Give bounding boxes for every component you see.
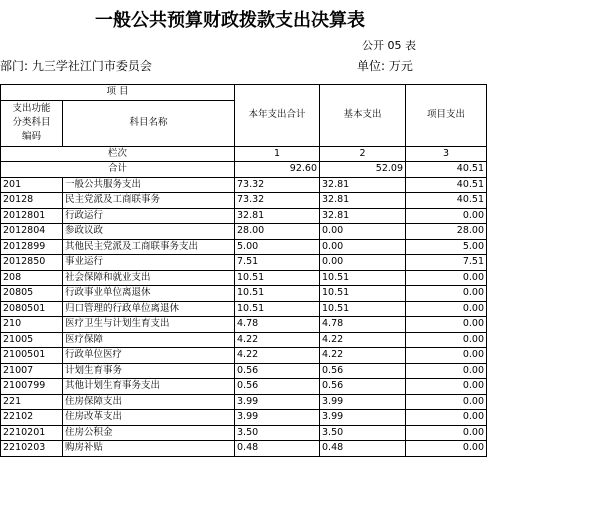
sequence-2: 2 [320, 146, 406, 162]
row-code: 22102 [1, 410, 63, 426]
total-row [1, 162, 487, 178]
row-code: 221 [1, 394, 63, 410]
row-basic: 3.99 [320, 410, 406, 426]
row-total: 10.51 [235, 301, 320, 317]
row-name: 社会保障和就业支出 [63, 270, 235, 286]
header-name: 科目名称 [63, 100, 235, 146]
table-row [1, 348, 487, 364]
row-total: 4.22 [235, 348, 320, 364]
row-total: 73.32 [235, 193, 320, 209]
row-project: 0.00 [406, 317, 487, 333]
row-code: 2210203 [1, 441, 63, 457]
row-name: 购房补贴 [63, 441, 235, 457]
row-name: 医疗卫生与计划生育支出 [63, 317, 235, 333]
row-name: 住房改革支出 [63, 410, 235, 426]
row-total: 7.51 [235, 255, 320, 271]
row-code: 2012804 [1, 224, 63, 240]
row-basic: 10.51 [320, 270, 406, 286]
table-row [1, 224, 487, 240]
total-project: 40.51 [406, 162, 487, 178]
row-basic: 0.56 [320, 363, 406, 379]
row-project: 40.51 [406, 193, 487, 209]
row-total: 0.48 [235, 441, 320, 457]
row-code: 2012899 [1, 239, 63, 255]
table-row [1, 317, 487, 333]
row-project: 0.00 [406, 348, 487, 364]
row-project: 0.00 [406, 379, 487, 395]
header-basic: 基本支出 [320, 85, 406, 147]
table-row [1, 441, 487, 457]
row-project: 0.00 [406, 363, 487, 379]
header-row-project [1, 85, 487, 101]
row-code: 2210201 [1, 425, 63, 441]
row-basic: 10.51 [320, 301, 406, 317]
row-total: 32.81 [235, 208, 320, 224]
department-label: 部门: 九三学社江门市委员会 [0, 59, 152, 73]
row-code: 2100501 [1, 348, 63, 364]
row-project: 0.00 [406, 286, 487, 302]
table-row [1, 255, 487, 271]
sequence-3: 3 [406, 146, 487, 162]
row-name: 行政运行 [63, 208, 235, 224]
table-row [1, 239, 487, 255]
row-code: 20805 [1, 286, 63, 302]
header-code-line: 分类科目 [12, 117, 51, 128]
total-label: 合计 [1, 162, 235, 178]
row-project: 7.51 [406, 255, 487, 271]
expenditure-table [0, 84, 487, 457]
row-total: 3.99 [235, 410, 320, 426]
row-total: 10.51 [235, 286, 320, 302]
row-basic: 4.22 [320, 332, 406, 348]
row-total: 5.00 [235, 239, 320, 255]
table-row [1, 301, 487, 317]
sequence-1: 1 [235, 146, 320, 162]
row-total: 73.32 [235, 177, 320, 193]
row-basic: 32.81 [320, 208, 406, 224]
row-basic: 3.99 [320, 394, 406, 410]
row-basic: 4.78 [320, 317, 406, 333]
row-name: 医疗保障 [63, 332, 235, 348]
form-number: 公开 05 表 [362, 39, 416, 52]
row-basic: 0.56 [320, 379, 406, 395]
row-basic: 4.22 [320, 348, 406, 364]
row-basic: 32.81 [320, 177, 406, 193]
row-name: 事业运行 [63, 255, 235, 271]
row-code: 208 [1, 270, 63, 286]
row-total: 0.56 [235, 363, 320, 379]
row-total: 10.51 [235, 270, 320, 286]
total-amount: 92.60 [235, 162, 320, 178]
row-name: 住房保障支出 [63, 394, 235, 410]
row-basic: 0.00 [320, 255, 406, 271]
row-name: 其他计划生育事务支出 [63, 379, 235, 395]
row-code: 2100799 [1, 379, 63, 395]
row-code: 21007 [1, 363, 63, 379]
sequence-row [1, 146, 487, 162]
row-basic: 0.48 [320, 441, 406, 457]
row-name: 归口管理的行政单位离退休 [63, 301, 235, 317]
unit-label: 单位: 万元 [357, 59, 413, 73]
row-project: 40.51 [406, 177, 487, 193]
row-basic: 3.50 [320, 425, 406, 441]
row-name: 计划生育事务 [63, 363, 235, 379]
table-row [1, 286, 487, 302]
header-code-line: 支出功能 [12, 103, 51, 114]
row-project: 28.00 [406, 224, 487, 240]
total-basic: 52.09 [320, 162, 406, 178]
row-name: 行政事业单位离退休 [63, 286, 235, 302]
row-total: 4.22 [235, 332, 320, 348]
row-code: 21005 [1, 332, 63, 348]
table-row [1, 332, 487, 348]
row-total: 28.00 [235, 224, 320, 240]
row-code: 2080501 [1, 301, 63, 317]
row-total: 3.50 [235, 425, 320, 441]
table-row [1, 379, 487, 395]
header-code-line: 编码 [21, 131, 41, 142]
row-code: 2012801 [1, 208, 63, 224]
row-name: 行政单位医疗 [63, 348, 235, 364]
row-project: 5.00 [406, 239, 487, 255]
report-title: 一般公共预算财政拨款支出决算表 [95, 10, 365, 31]
row-code: 20128 [1, 193, 63, 209]
row-project: 0.00 [406, 301, 487, 317]
table-row [1, 208, 487, 224]
table-row [1, 177, 487, 193]
sequence-label: 栏次 [1, 146, 235, 162]
row-name: 其他民主党派及工商联事务支出 [63, 239, 235, 255]
table-row [1, 410, 487, 426]
table-body [1, 85, 487, 457]
header-project-expense: 项目支出 [406, 85, 487, 147]
row-project: 0.00 [406, 425, 487, 441]
row-basic: 0.00 [320, 224, 406, 240]
table-row [1, 270, 487, 286]
row-total: 0.56 [235, 379, 320, 395]
row-project: 0.00 [406, 208, 487, 224]
row-basic: 0.00 [320, 239, 406, 255]
row-name: 参政议政 [63, 224, 235, 240]
row-code: 201 [1, 177, 63, 193]
row-name: 住房公积金 [63, 425, 235, 441]
row-project: 0.00 [406, 410, 487, 426]
table-row [1, 193, 487, 209]
row-project: 0.00 [406, 394, 487, 410]
table-row [1, 363, 487, 379]
table-row [1, 394, 487, 410]
row-project: 0.00 [406, 441, 487, 457]
row-project: 0.00 [406, 270, 487, 286]
row-code: 210 [1, 317, 63, 333]
row-name: 民主党派及工商联事务 [63, 193, 235, 209]
row-total: 4.78 [235, 317, 320, 333]
table-row [1, 425, 487, 441]
row-basic: 32.81 [320, 193, 406, 209]
row-basic: 10.51 [320, 286, 406, 302]
header-project: 项 目 [1, 85, 235, 101]
row-total: 3.99 [235, 394, 320, 410]
row-code: 2012850 [1, 255, 63, 271]
row-project: 0.00 [406, 332, 487, 348]
row-name: 一般公共服务支出 [63, 177, 235, 193]
header-total: 本年支出合计 [235, 85, 320, 147]
header-code [1, 100, 63, 146]
